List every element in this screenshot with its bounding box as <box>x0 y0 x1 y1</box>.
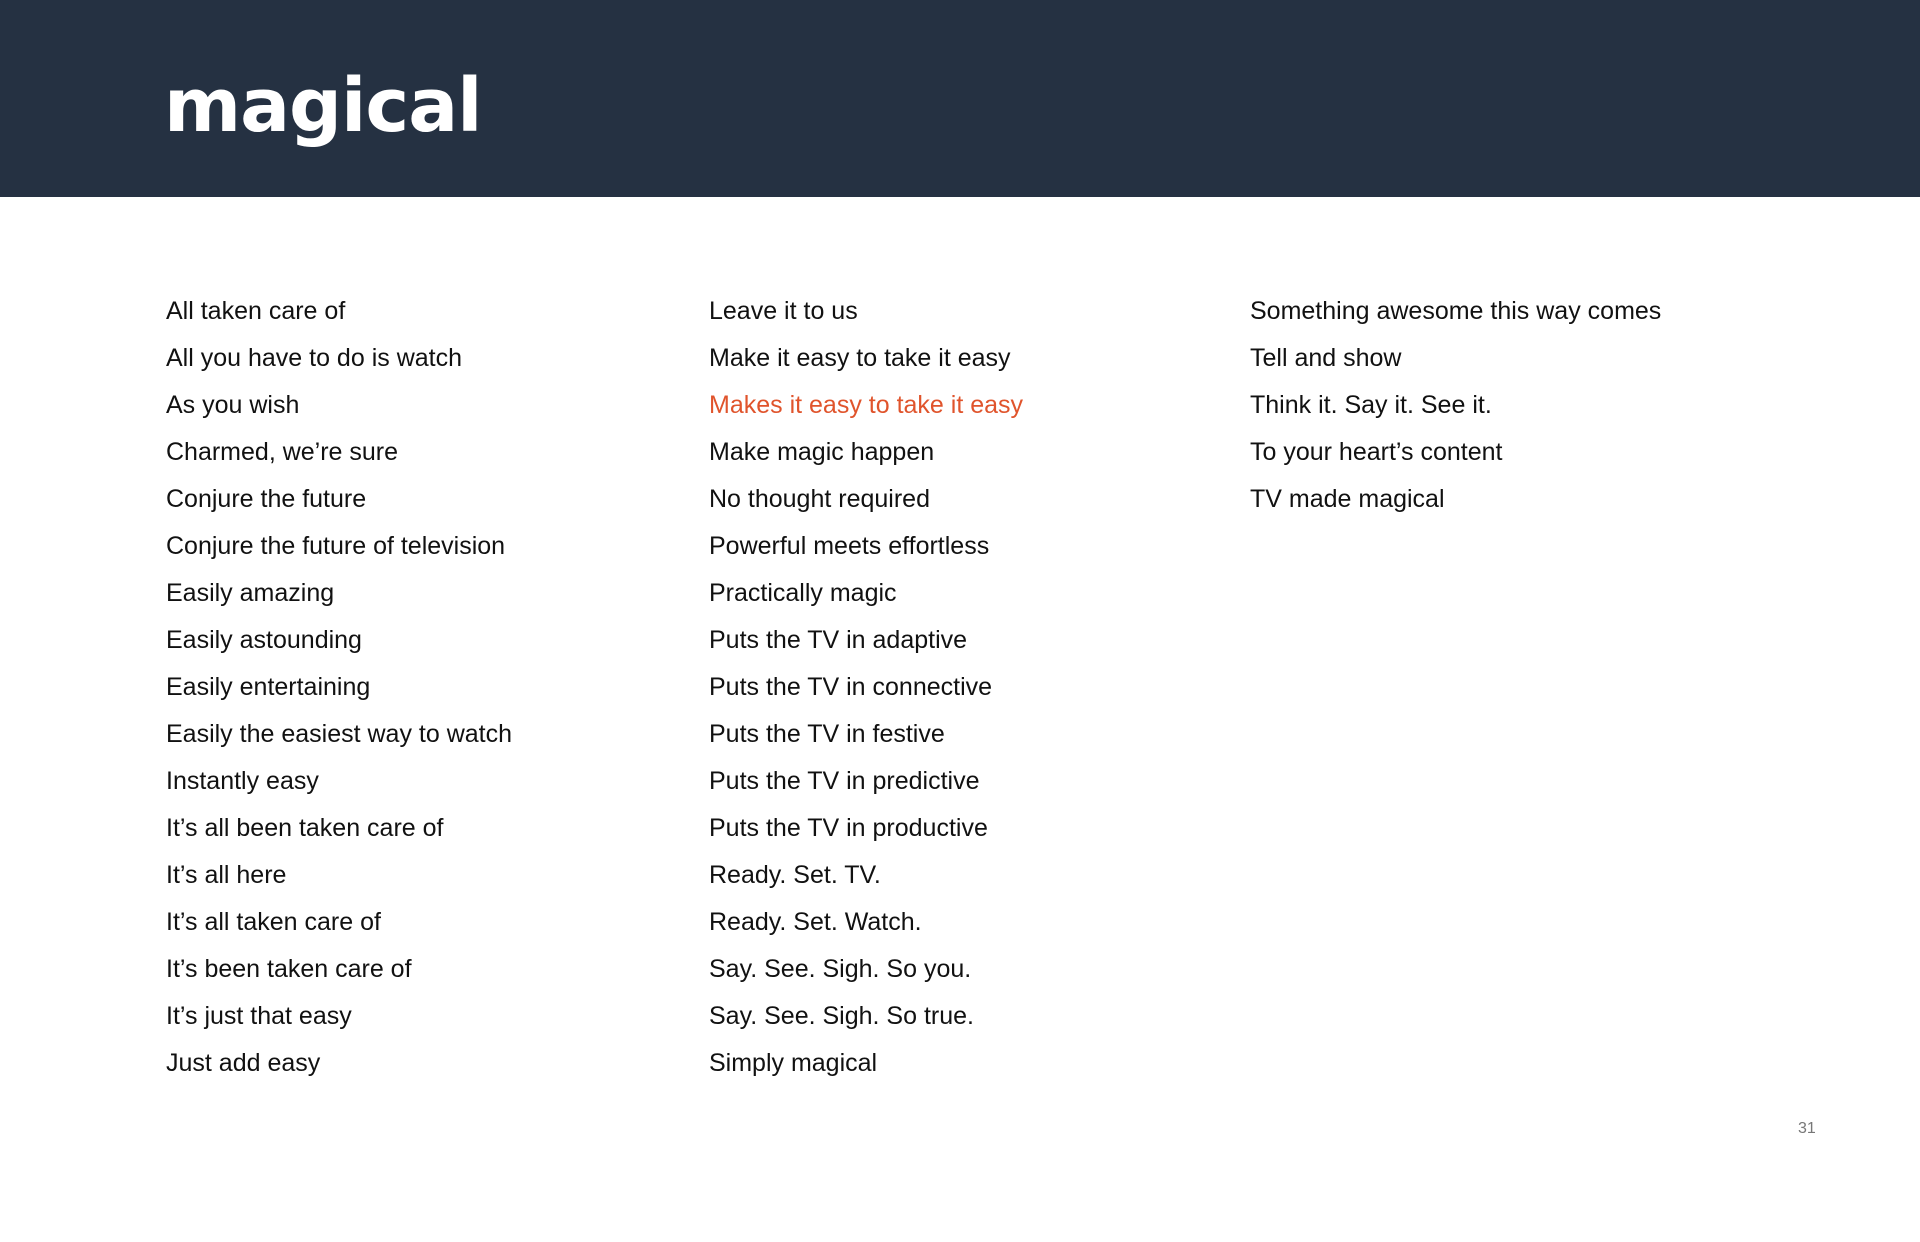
phrase-item: No thought required <box>709 485 930 513</box>
phrase-item: Tell and show <box>1250 344 1402 372</box>
phrase-item: Easily astounding <box>166 626 362 654</box>
phrase-item: Easily the easiest way to watch <box>166 720 512 748</box>
phrase-item: As you wish <box>166 391 300 419</box>
phrase-item: Say. See. Sigh. So true. <box>709 1002 974 1030</box>
phrase-item: Ready. Set. TV. <box>709 861 881 889</box>
phrase-item: All you have to do is watch <box>166 344 462 372</box>
phrase-item: Charmed, we’re sure <box>166 438 399 466</box>
phrase-item: It’s been taken care of <box>166 955 412 983</box>
phrase-item: Easily amazing <box>166 579 335 607</box>
page-number: 31 <box>1798 1120 1816 1137</box>
phrase-item: Puts the TV in festive <box>709 720 945 748</box>
phrase-item: Easily entertaining <box>166 673 371 701</box>
phrase-column-2 <box>709 291 1023 1090</box>
phrase-item: Conjure the future of television <box>166 532 506 560</box>
phrase-item: Leave it to us <box>709 297 858 325</box>
phrase-item: Conjure the future <box>166 485 367 513</box>
phrase-item: Puts the TV in connective <box>709 673 993 701</box>
phrase-item-highlighted: Makes it easy to take it easy <box>709 391 1024 419</box>
phrase-item: Ready. Set. Watch. <box>709 908 922 936</box>
phrase-item: Puts the TV in productive <box>709 814 988 842</box>
phrase-item: Simply magical <box>709 1049 878 1077</box>
phrase-item: Puts the TV in adaptive <box>709 626 968 654</box>
phrase-item: Practically magic <box>709 579 897 607</box>
phrase-item: Just add easy <box>166 1049 321 1077</box>
phrase-item: Something awesome this way comes <box>1250 297 1662 325</box>
phrase-item: Say. See. Sigh. So you. <box>709 955 972 983</box>
phrase-item: It’s all here <box>166 861 287 889</box>
phrase-column-3 <box>1250 291 1661 526</box>
phrase-item: It’s all been taken care of <box>166 814 444 842</box>
phrase-item: All taken care of <box>166 297 346 325</box>
phrase-item: It’s all taken care of <box>166 908 381 936</box>
phrase-item: Instantly easy <box>166 767 319 795</box>
phrase-item: Think it. Say it. See it. <box>1250 391 1492 419</box>
phrase-item: Make it easy to take it easy <box>709 344 1011 372</box>
phrase-item: It’s just that easy <box>166 1002 352 1030</box>
phrase-item: TV made magical <box>1250 485 1445 513</box>
phrase-item: To your heart’s content <box>1250 438 1503 466</box>
phrase-item: Powerful meets effortless <box>709 532 990 560</box>
header-bar <box>0 0 1920 197</box>
phrase-item: Puts the TV in predictive <box>709 767 980 795</box>
page-title: magical <box>164 63 482 149</box>
phrase-item: Make magic happen <box>709 438 935 466</box>
phrase-column-1 <box>166 291 512 1090</box>
